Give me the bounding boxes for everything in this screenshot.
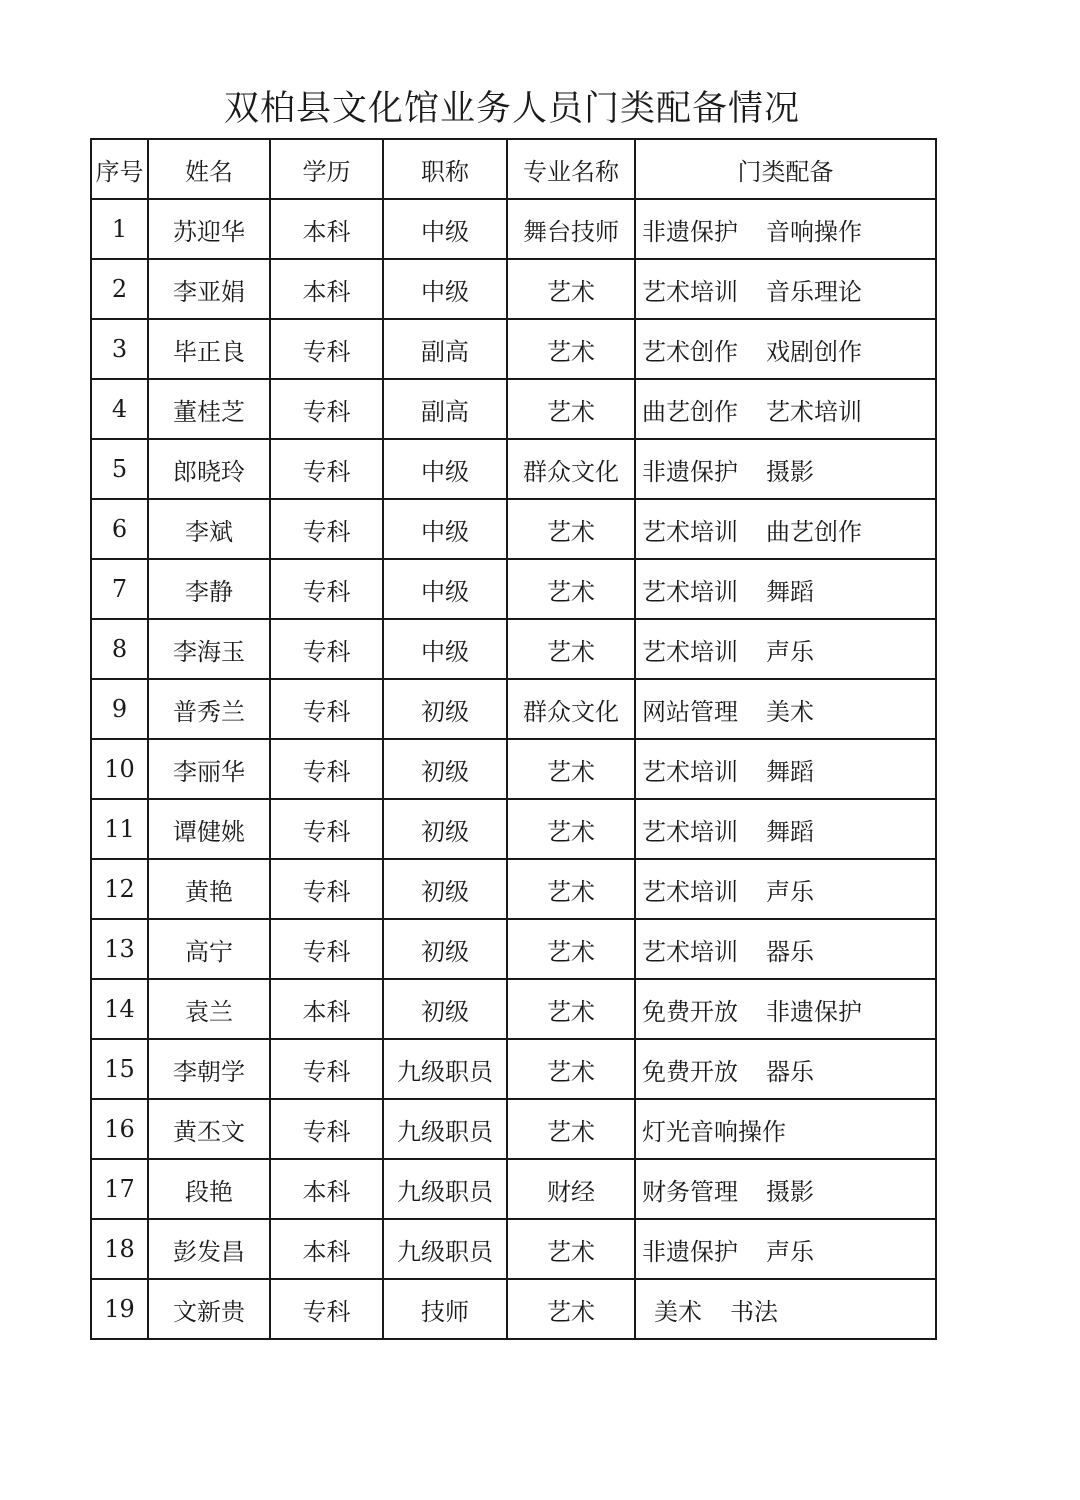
category-primary: 财务管理 [642, 1177, 738, 1206]
page-title: 双柏县文化馆业务人员门类配备情况 [223, 89, 800, 129]
table-row [91, 379, 936, 439]
cell-rank: 副高 [383, 379, 507, 439]
category-primary: 非遗保护 [642, 1237, 738, 1266]
category-primary: 艺术培训 [642, 277, 738, 306]
table-row [91, 979, 936, 1039]
table-row [91, 499, 936, 559]
cell-no: 2 [91, 259, 148, 319]
cell-category [635, 1099, 936, 1159]
cell-education: 专科 [270, 439, 383, 499]
cell-major: 艺术 [507, 979, 635, 1039]
cell-rank: 副高 [383, 319, 507, 379]
cell-rank: 初级 [383, 739, 507, 799]
table-row [91, 619, 936, 679]
table-row [91, 1279, 936, 1339]
cell-name: 李斌 [148, 499, 270, 559]
category-secondary: 非遗保护 [766, 997, 862, 1026]
cell-no: 11 [91, 799, 148, 859]
category-secondary: 声乐 [766, 1237, 814, 1266]
cell-name: 毕正良 [148, 319, 270, 379]
cell-education: 本科 [270, 1159, 383, 1219]
cell-education: 专科 [270, 559, 383, 619]
table-row [91, 919, 936, 979]
cell-no: 4 [91, 379, 148, 439]
table-row [91, 1159, 936, 1219]
cell-category [635, 379, 936, 439]
category-primary: 艺术培训 [642, 937, 738, 966]
table-row [91, 259, 936, 319]
category-primary: 灯光音响操作 [642, 1117, 786, 1146]
cell-rank: 中级 [383, 439, 507, 499]
category-primary: 艺术培训 [642, 637, 738, 666]
cell-category [635, 1159, 936, 1219]
cell-major: 艺术 [507, 1279, 635, 1339]
cell-rank: 初级 [383, 979, 507, 1039]
table-row [91, 199, 936, 259]
cell-category [635, 799, 936, 859]
category-primary: 非遗保护 [642, 217, 738, 246]
cell-major: 艺术 [507, 559, 635, 619]
category-secondary: 声乐 [766, 877, 814, 906]
table-row [91, 739, 936, 799]
cell-category [635, 319, 936, 379]
cell-name: 袁兰 [148, 979, 270, 1039]
cell-rank: 技师 [383, 1279, 507, 1339]
cell-education: 专科 [270, 739, 383, 799]
cell-major: 群众文化 [507, 679, 635, 739]
category-primary: 曲艺创作 [642, 397, 738, 426]
cell-name: 李丽华 [148, 739, 270, 799]
cell-name: 普秀兰 [148, 679, 270, 739]
cell-no: 9 [91, 679, 148, 739]
cell-no: 14 [91, 979, 148, 1039]
cell-category [635, 859, 936, 919]
cell-rank: 九级职员 [383, 1219, 507, 1279]
cell-no: 8 [91, 619, 148, 679]
cell-name: 苏迎华 [148, 199, 270, 259]
cell-name: 李海玉 [148, 619, 270, 679]
cell-education: 专科 [270, 859, 383, 919]
cell-category [635, 559, 936, 619]
category-secondary: 音响操作 [766, 217, 862, 246]
cell-name: 黄艳 [148, 859, 270, 919]
category-primary: 网站管理 [642, 697, 738, 726]
category-secondary: 器乐 [766, 1057, 814, 1086]
cell-major: 艺术 [507, 1099, 635, 1159]
cell-name: 高宁 [148, 919, 270, 979]
header-education: 学历 [270, 139, 383, 199]
cell-name: 段艳 [148, 1159, 270, 1219]
cell-education: 本科 [270, 979, 383, 1039]
cell-name: 黄丕文 [148, 1099, 270, 1159]
cell-category [635, 979, 936, 1039]
cell-major: 艺术 [507, 499, 635, 559]
category-secondary: 曲艺创作 [766, 517, 862, 546]
cell-category [635, 619, 936, 679]
category-primary: 美术 [654, 1297, 702, 1326]
cell-education: 专科 [270, 679, 383, 739]
cell-name: 董桂芝 [148, 379, 270, 439]
category-primary: 艺术培训 [642, 817, 738, 846]
cell-rank: 中级 [383, 499, 507, 559]
table-row [91, 439, 936, 499]
header-rank: 职称 [383, 139, 507, 199]
cell-category [635, 739, 936, 799]
cell-rank: 初级 [383, 859, 507, 919]
cell-no: 12 [91, 859, 148, 919]
cell-name: 谭健姚 [148, 799, 270, 859]
category-primary: 艺术培训 [642, 877, 738, 906]
header-major: 专业名称 [507, 139, 635, 199]
cell-rank: 中级 [383, 559, 507, 619]
category-primary: 艺术创作 [642, 337, 738, 366]
cell-major: 艺术 [507, 919, 635, 979]
header-no: 序号 [91, 139, 148, 199]
table-row [91, 1219, 936, 1279]
table-header-row [91, 139, 936, 199]
category-secondary: 舞蹈 [766, 577, 814, 606]
cell-category [635, 439, 936, 499]
cell-major: 艺术 [507, 859, 635, 919]
cell-no: 1 [91, 199, 148, 259]
cell-rank: 九级职员 [383, 1039, 507, 1099]
cell-no: 3 [91, 319, 148, 379]
category-secondary: 摄影 [766, 1177, 814, 1206]
cell-education: 专科 [270, 499, 383, 559]
cell-no: 13 [91, 919, 148, 979]
category-secondary: 器乐 [766, 937, 814, 966]
cell-no: 10 [91, 739, 148, 799]
cell-name: 彭发昌 [148, 1219, 270, 1279]
cell-no: 16 [91, 1099, 148, 1159]
cell-category [635, 1039, 936, 1099]
category-primary: 非遗保护 [642, 457, 738, 486]
cell-no: 19 [91, 1279, 148, 1339]
cell-major: 艺术 [507, 319, 635, 379]
cell-no: 15 [91, 1039, 148, 1099]
cell-category [635, 259, 936, 319]
table-row [91, 679, 936, 739]
category-primary: 免费开放 [642, 1057, 738, 1086]
cell-major: 艺术 [507, 739, 635, 799]
cell-no: 17 [91, 1159, 148, 1219]
table-body [91, 199, 936, 1339]
cell-education: 专科 [270, 1039, 383, 1099]
category-primary: 艺术培训 [642, 757, 738, 786]
cell-category [635, 1219, 936, 1279]
cell-major: 群众文化 [507, 439, 635, 499]
category-secondary: 舞蹈 [766, 757, 814, 786]
cell-name: 李静 [148, 559, 270, 619]
cell-rank: 初级 [383, 679, 507, 739]
category-primary: 免费开放 [642, 997, 738, 1026]
cell-major: 财经 [507, 1159, 635, 1219]
cell-rank: 初级 [383, 799, 507, 859]
category-primary: 艺术培训 [642, 577, 738, 606]
cell-no: 5 [91, 439, 148, 499]
category-secondary: 美术 [766, 697, 814, 726]
table-row [91, 1039, 936, 1099]
category-secondary: 声乐 [766, 637, 814, 666]
cell-education: 专科 [270, 1279, 383, 1339]
cell-no: 18 [91, 1219, 148, 1279]
category-secondary: 戏剧创作 [766, 337, 862, 366]
cell-education: 专科 [270, 379, 383, 439]
cell-rank: 中级 [383, 619, 507, 679]
cell-education: 专科 [270, 799, 383, 859]
header-category: 门类配备 [635, 139, 936, 199]
cell-education: 专科 [270, 919, 383, 979]
cell-education: 本科 [270, 199, 383, 259]
cell-name: 郎晓玲 [148, 439, 270, 499]
table-row [91, 799, 936, 859]
cell-education: 专科 [270, 1099, 383, 1159]
category-primary: 艺术培训 [642, 517, 738, 546]
category-secondary: 舞蹈 [766, 817, 814, 846]
category-secondary: 音乐理论 [766, 277, 862, 306]
cell-name: 李亚娟 [148, 259, 270, 319]
cell-no: 7 [91, 559, 148, 619]
cell-rank: 九级职员 [383, 1099, 507, 1159]
cell-major: 艺术 [507, 799, 635, 859]
table-row [91, 559, 936, 619]
cell-major: 艺术 [507, 1039, 635, 1099]
table-row [91, 859, 936, 919]
cell-major: 艺术 [507, 259, 635, 319]
cell-education: 专科 [270, 619, 383, 679]
category-secondary: 书法 [730, 1297, 778, 1326]
cell-education: 本科 [270, 259, 383, 319]
cell-major: 艺术 [507, 379, 635, 439]
table-row [91, 1099, 936, 1159]
cell-name: 文新贵 [148, 1279, 270, 1339]
cell-name: 李朝学 [148, 1039, 270, 1099]
cell-category [635, 1279, 936, 1339]
table-row [91, 319, 936, 379]
cell-education: 本科 [270, 1219, 383, 1279]
staff-table [90, 138, 937, 1340]
cell-category [635, 199, 936, 259]
cell-education: 专科 [270, 319, 383, 379]
cell-category [635, 919, 936, 979]
cell-category [635, 499, 936, 559]
category-secondary: 艺术培训 [766, 397, 862, 426]
cell-rank: 中级 [383, 259, 507, 319]
cell-major: 艺术 [507, 619, 635, 679]
cell-rank: 中级 [383, 199, 507, 259]
cell-category [635, 679, 936, 739]
cell-rank: 初级 [383, 919, 507, 979]
header-name: 姓名 [148, 139, 270, 199]
cell-major: 舞台技师 [507, 199, 635, 259]
category-secondary: 摄影 [766, 457, 814, 486]
cell-rank: 九级职员 [383, 1159, 507, 1219]
cell-major: 艺术 [507, 1219, 635, 1279]
cell-no: 6 [91, 499, 148, 559]
